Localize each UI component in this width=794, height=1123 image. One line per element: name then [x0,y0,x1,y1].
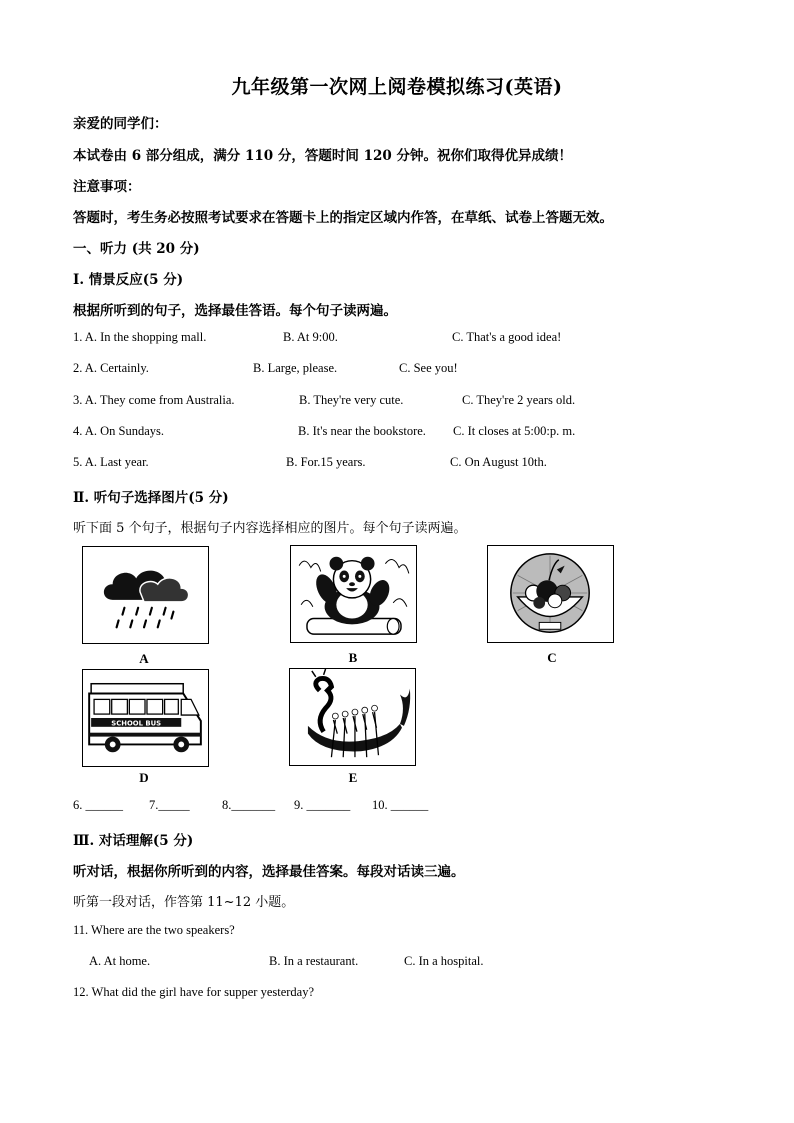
panda-icon [291,546,416,642]
q11-stem: 11. Where are the two speakers? [73,923,235,937]
blank-10[interactable]: 10. ______ [372,798,429,812]
picture-b [290,545,417,643]
q1-option-c: C. That's a good idea! [452,330,562,344]
q2-option-b: B. Large, please. [253,361,338,375]
picture-d [82,669,209,767]
school-bus-icon [83,670,208,766]
q3-option-b: B. They're very cute. [299,393,404,407]
q3-option-a: 3. A. They come from Australia. [73,393,235,407]
q2-option-a: 2. A. Certainly. [73,361,149,375]
section3-sub-instruction: 听第一段对话，作答第 11~12 小题。 [73,895,295,910]
dragon-boat-icon [290,669,415,765]
section1-heading: Ⅰ. 情景反应(5 分) [73,272,184,288]
picture-e [289,668,416,766]
q5-option-b: B. For.15 years. [286,455,366,469]
section3-heading: Ⅲ. 对话理解(5 分) [73,833,194,849]
picture-d-label: D [139,770,149,785]
picture-a-label: A [139,651,149,666]
picture-c-label: C [547,650,557,665]
q12-stem: 12. What did the girl have for supper yesterday? [73,985,315,999]
notice-heading: 注意事项： [73,179,141,195]
q5-option-a: 5. A. Last year. [73,455,149,469]
q11-option-a: A. At home. [89,954,151,968]
blank-7[interactable]: 7._____ [149,798,190,812]
blank-6[interactable]: 6. ______ [73,798,123,812]
q4-option-a: 4. A. On Sundays. [73,424,164,438]
notice-text: 答题时，考生务必按照考试要求在答题卡上的指定区域内作答，在草纸、试卷上答题无效。 [73,210,613,226]
q5-option-c: C. On August 10th. [450,455,547,469]
q1-option-b: B. At 9:00. [283,330,338,344]
picture-c [487,545,614,643]
q11-option-c: C. In a hospital. [404,954,484,968]
blank-8[interactable]: 8._______ [222,798,276,812]
bus-text: SCHOOL BUS [111,719,162,728]
picture-a [82,546,209,644]
q4-option-c: C. It closes at 5:00:p. m. [453,424,576,438]
part1-heading: 一、听力 (共 20 分) [73,241,200,257]
greeting: 亲爱的同学们： [73,116,168,132]
rain-cloud-icon [83,547,208,643]
picture-e-label: E [348,770,358,785]
q1-option-a: 1. A. In the shopping mall. [73,330,207,344]
section2-heading: Ⅱ. 听句子选择图片(5 分) [73,490,229,506]
blank-9[interactable]: 9. _______ [294,798,351,812]
section3-instruction: 听对话，根据你所听到的内容，选择最佳答案。每段对话读三遍。 [73,864,465,880]
intro-text: 本试卷由 6 部分组成，满分 110 分，答题时间 120 分钟。祝你们取得优异成绩！ [73,148,572,164]
section2-instruction: 听下面 5 个句子，根据句子内容选择相应的图片。每个句子读两遍。 [73,521,467,536]
fruit-bowl-icon [488,546,613,642]
q2-option-c: C. See you! [399,361,458,375]
section1-instruction: 根据所听到的句子，选择最佳答语。每个句子读两遍。 [73,303,397,319]
q4-option-b: B. It's near the bookstore. [298,424,426,438]
picture-b-label: B [348,650,358,665]
q3-option-c: C. They're 2 years old. [462,393,576,407]
q11-option-b: B. In a restaurant. [269,954,359,968]
page-title: 九年级第一次网上阅卷模拟练习(英语) [231,76,563,98]
